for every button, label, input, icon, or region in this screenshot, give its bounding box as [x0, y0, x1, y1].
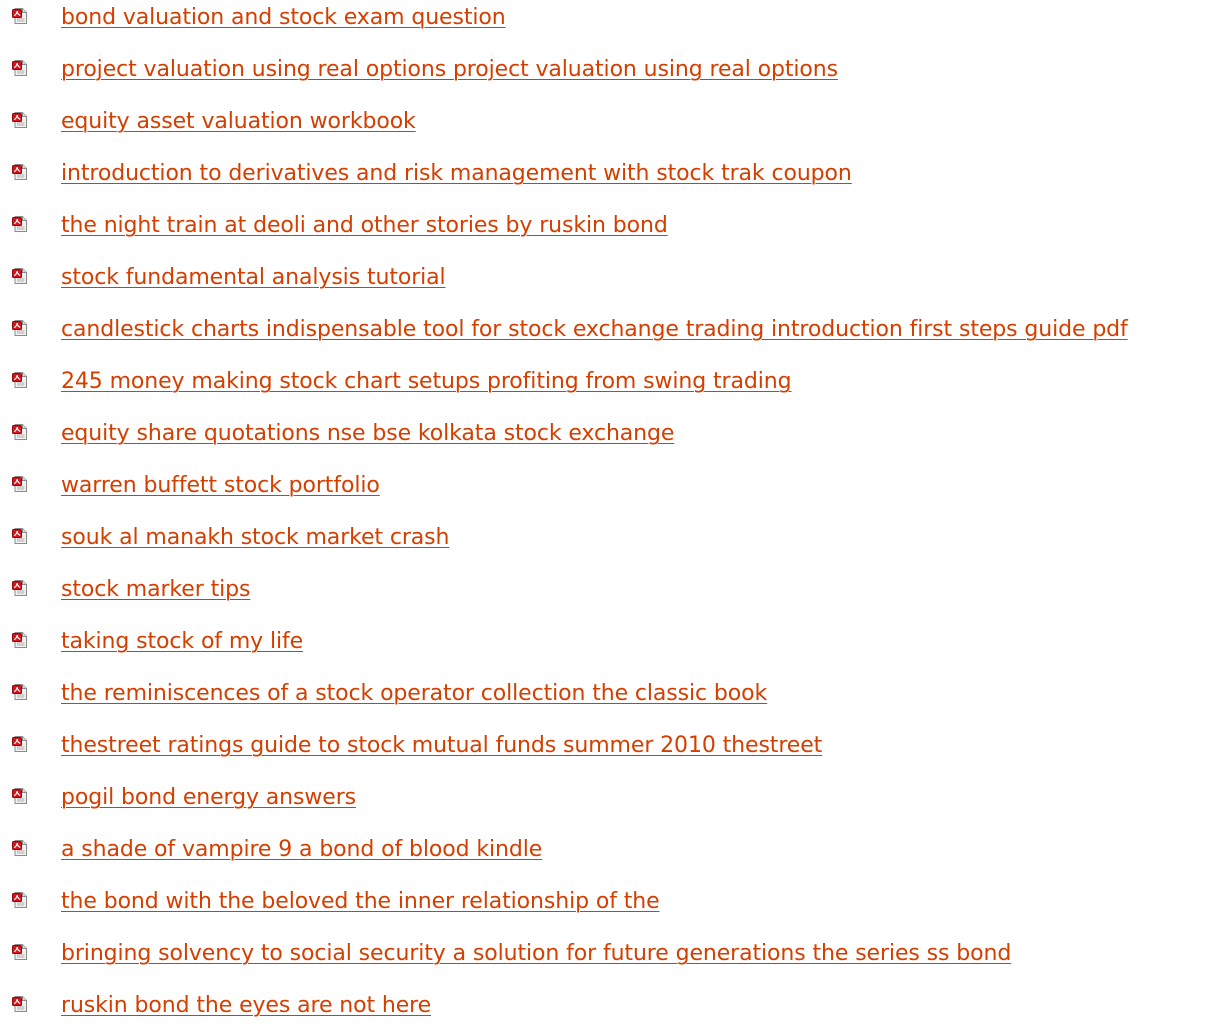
list-item: [0, 832, 1213, 884]
pdf-file-icon: [12, 320, 28, 336]
pdf-file-icon: [12, 580, 28, 596]
pdf-link[interactable]: equity asset valuation workbook: [61, 109, 416, 134]
list-item: [0, 0, 1213, 52]
pdf-file-icon: [12, 60, 28, 76]
pdf-file-icon: [12, 892, 28, 908]
pdf-file-icon: [12, 684, 28, 700]
pdf-file-icon: [12, 840, 28, 856]
list-item: [0, 728, 1213, 780]
pdf-file-icon: [12, 164, 28, 180]
pdf-link[interactable]: 245 money making stock chart setups profiting from swing trading: [61, 369, 792, 394]
pdf-link[interactable]: taking stock of my life: [61, 629, 304, 654]
list-item: [0, 364, 1213, 416]
list-item: [0, 520, 1213, 572]
pdf-file-icon: [12, 736, 28, 752]
pdf-link[interactable]: ruskin bond the eyes are not here: [61, 993, 432, 1018]
pdf-link[interactable]: stock marker tips: [61, 577, 251, 602]
pdf-link[interactable]: stock fundamental analysis tutorial: [61, 265, 446, 290]
list-item: [0, 624, 1213, 676]
pdf-link[interactable]: the bond with the beloved the inner relationship of the: [61, 889, 660, 914]
list-item: [0, 936, 1213, 988]
pdf-file-icon: [12, 476, 28, 492]
pdf-link[interactable]: thestreet ratings guide to stock mutual funds summer 2010 thestreet: [61, 733, 823, 758]
pdf-file-icon: [12, 112, 28, 128]
pdf-file-icon: [12, 8, 28, 24]
list-item: [0, 156, 1213, 208]
pdf-file-icon: [12, 788, 28, 804]
list-item: [0, 104, 1213, 156]
pdf-link[interactable]: the night train at deoli and other stories by ruskin bond: [61, 213, 668, 238]
pdf-file-icon: [12, 528, 28, 544]
pdf-file-icon: [12, 424, 28, 440]
pdf-link[interactable]: souk al manakh stock market crash: [61, 525, 450, 550]
list-item: [0, 260, 1213, 312]
pdf-link[interactable]: introduction to derivatives and risk management with stock trak coupon: [61, 161, 852, 186]
pdf-file-icon: [12, 372, 28, 388]
list-item: [0, 468, 1213, 520]
pdf-link[interactable]: bringing solvency to social security a solution for future generations the series ss bond: [61, 941, 1012, 966]
pdf-link[interactable]: a shade of vampire 9 a bond of blood kindle: [61, 837, 543, 862]
pdf-file-icon: [12, 268, 28, 284]
pdf-file-icon: [12, 996, 28, 1012]
list-item: [0, 416, 1213, 468]
pdf-link[interactable]: equity share quotations nse bse kolkata stock exchange: [61, 421, 675, 446]
pdf-link[interactable]: bond valuation and stock exam question: [61, 5, 506, 30]
pdf-file-icon: [12, 944, 28, 960]
pdf-link[interactable]: pogil bond energy answers: [61, 785, 357, 810]
list-item: [0, 52, 1213, 104]
list-item: [0, 208, 1213, 260]
pdf-link[interactable]: project valuation using real options project valuation using real options: [61, 57, 838, 82]
list-item: [0, 988, 1213, 1023]
pdf-link[interactable]: the reminiscences of a stock operator collection the classic book: [61, 681, 768, 706]
pdf-file-icon: [12, 216, 28, 232]
pdf-link[interactable]: candlestick charts indispensable tool for stock exchange trading introduction first steps guide pdf: [61, 317, 1128, 342]
list-item: [0, 676, 1213, 728]
list-item: [0, 884, 1213, 936]
pdf-link[interactable]: warren buffett stock portfolio: [61, 473, 380, 498]
list-item: [0, 312, 1213, 364]
list-item: [0, 780, 1213, 832]
list-item: [0, 572, 1213, 624]
pdf-file-icon: [12, 632, 28, 648]
